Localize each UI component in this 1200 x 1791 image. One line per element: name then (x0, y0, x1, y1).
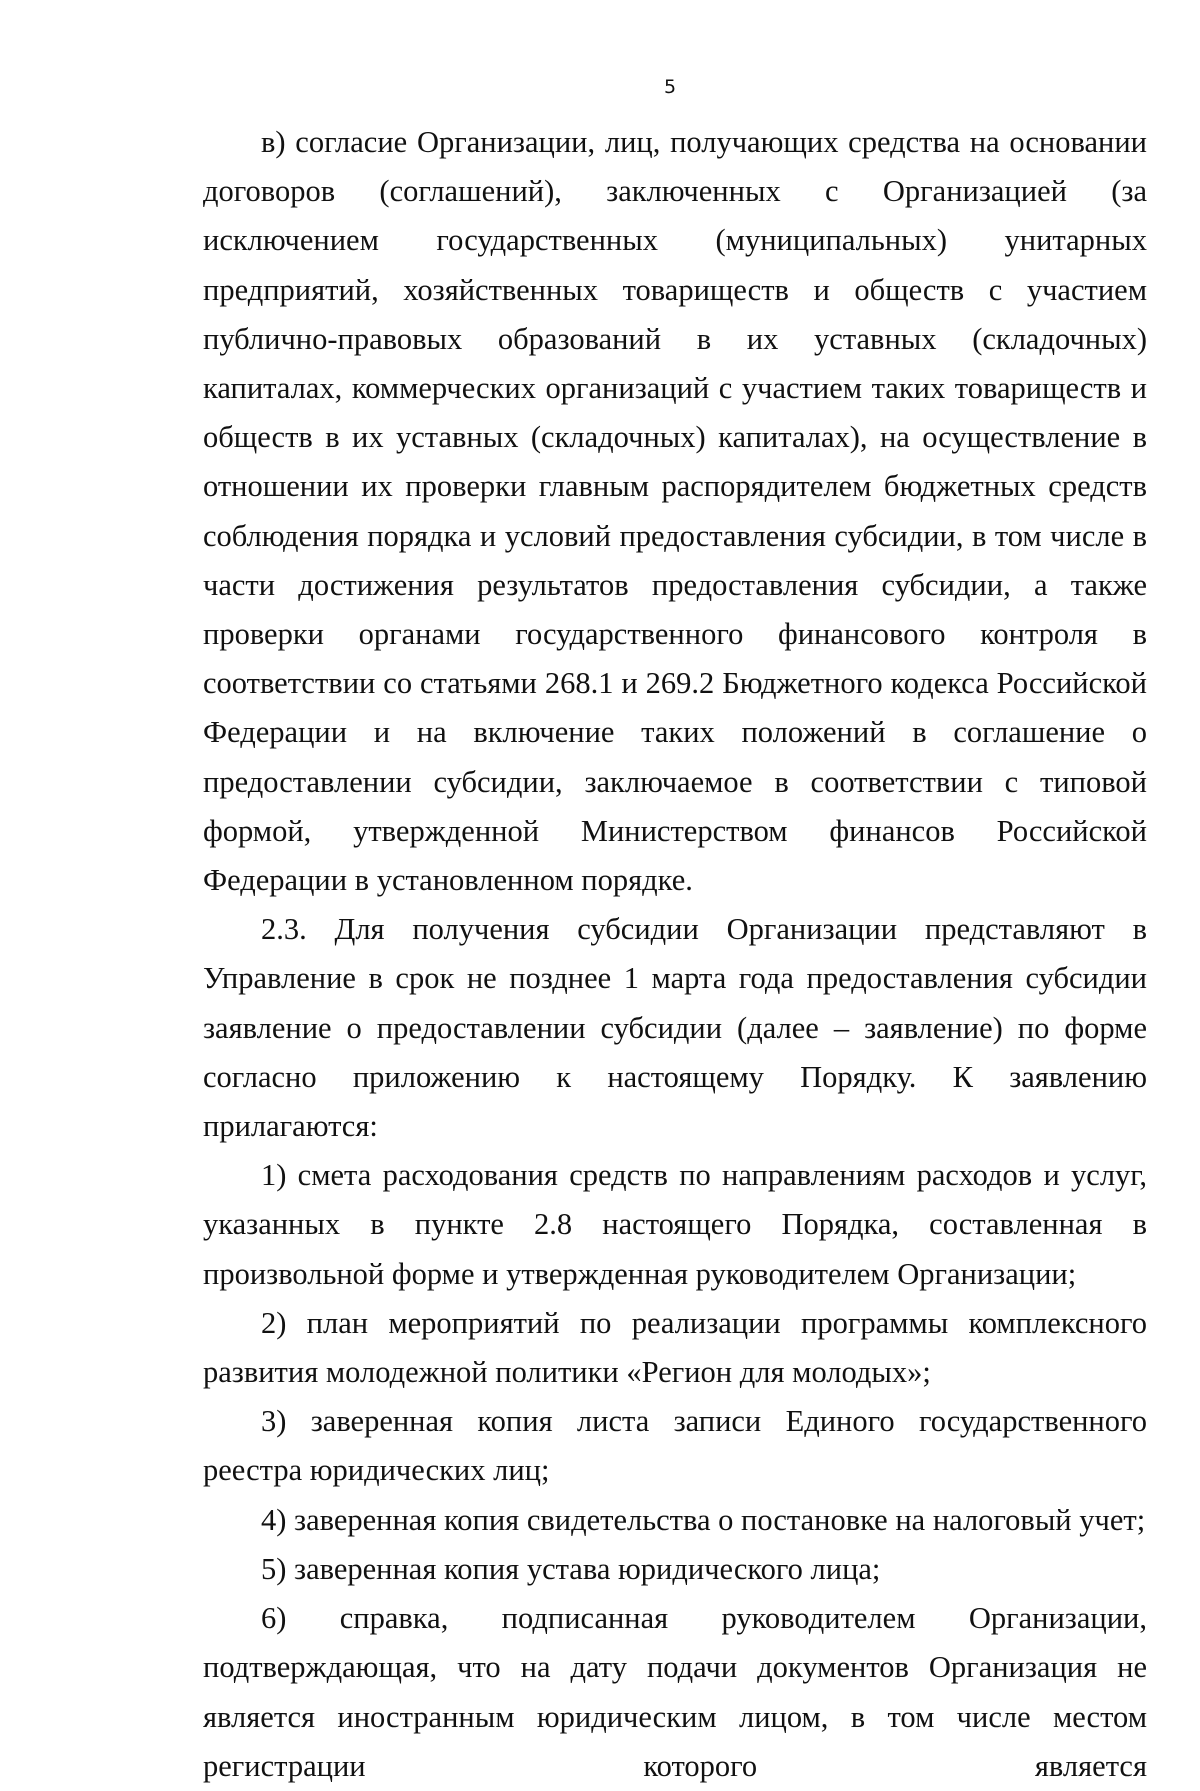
list-item-1: 1) смета расходования средств по направлениям расходов и услуг, указанных в пункте 2.8 настоящего Порядка, составленная в произвольной форме и утвержденная руководителем Организации; (203, 1158, 1147, 1291)
list-item-6: 6) справка, подписанная руководителем Организации, подтверждающая, что на дату подачи документов Организация не является иностранным юридическим лицом, в том числе местом регистрации которого является (203, 1601, 1147, 1783)
list-item-2: 2) план мероприятий по реализации программы комплексного развития молодежной политики «Регион для молодых»; (203, 1305, 1147, 1390)
list-item-5: 5) заверенная копия устава юридического лица; (261, 1551, 881, 1586)
paragraph-consent: в) согласие Организации, лиц, получающих средства на основании договоров (соглашений), заключенных с Организацией (за исключением государственных (муниципальных) унитарных предприятий, хозяйственных товариществ и обществ с участием публично-правовых образований в их уставных (складочных) капиталах, коммерческих организаций с участием таких товариществ и обществ в их уставных (складочных) капиталах), на осуществление в отношении их проверки главным распорядителем бюджетных средств соблюдения порядка и условий предоставления субсидии, в том числе в части достижения результатов предоставления субсидии, а также проверки органами государственного финансового контроля в соответствии со статьями 268.1 и 269.2 Бюджетного кодекса Российской Федерации и на включение таких положений в соглашение о предоставлении субсидии, заключаемое в соответствии с типовой формой, утвержденной Министерством финансов Российской Федерации в установленном порядке. (203, 125, 1147, 898)
paragraph-2-3: 2.3. Для получения субсидии Организации представляют в Управление в срок не позднее 1 марта года предоставления субсидии заявление о предоставлении субсидии (далее – заявление) по форме согласно приложению к настоящему Порядку. К заявлению прилагаются: (203, 912, 1147, 1144)
list-item-4: 4) заверенная копия свидетельства о постановке на налоговый учет; (261, 1502, 1146, 1537)
page-number: 5 (663, 76, 677, 98)
list-item-3: 3) заверенная копия листа записи Единого государственного реестра юридических лиц; (203, 1404, 1147, 1488)
document-body (203, 118, 1147, 1791)
